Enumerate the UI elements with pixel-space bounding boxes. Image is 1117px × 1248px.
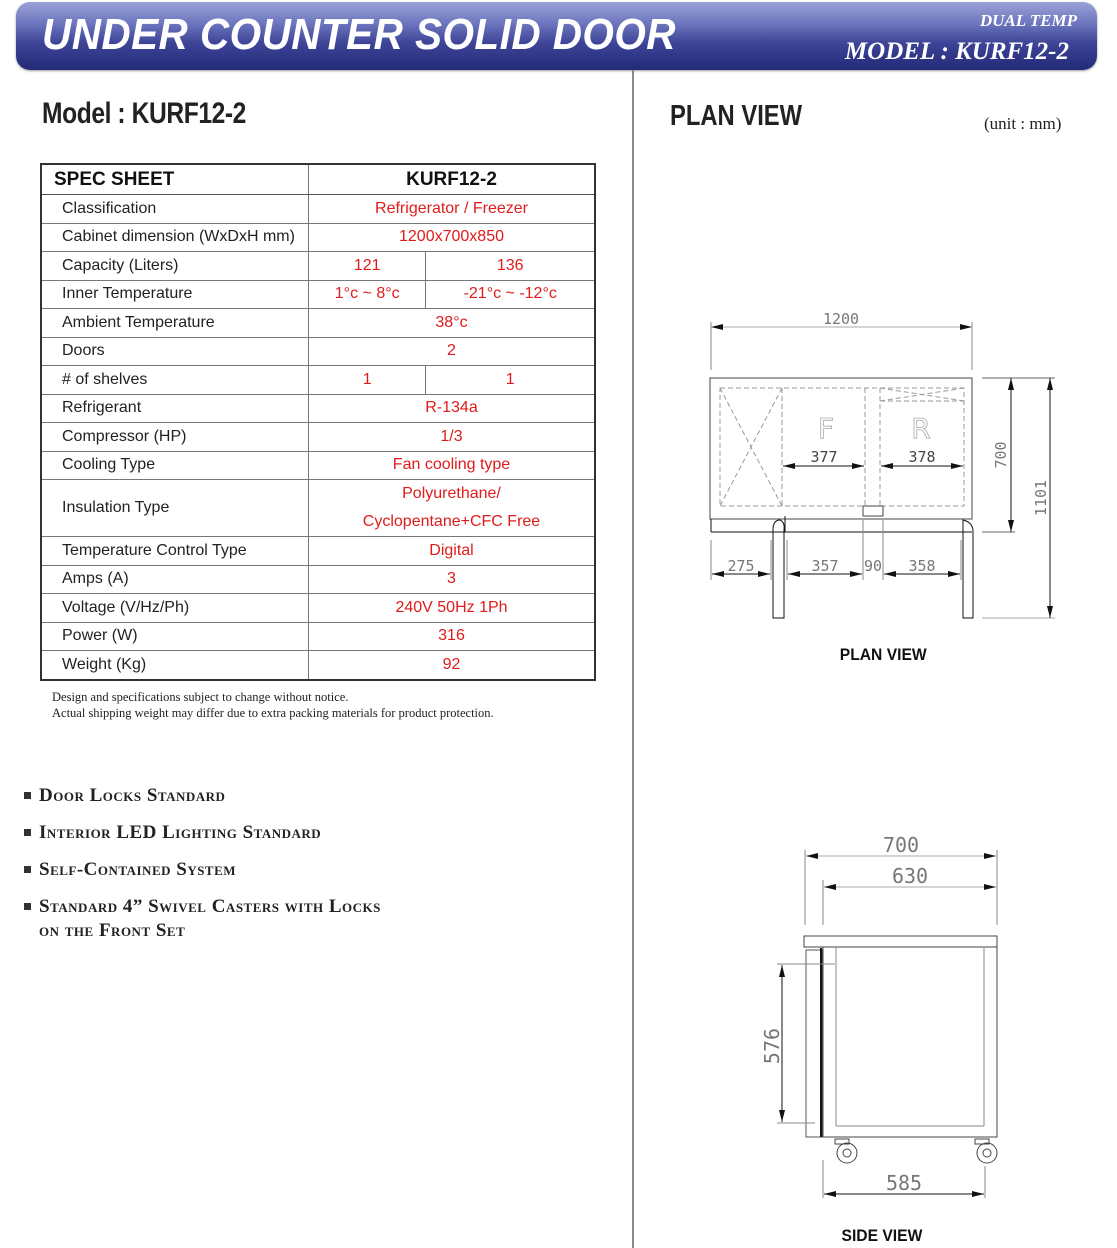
spec-label: Capacity (Liters): [41, 252, 309, 281]
center-block: [863, 506, 883, 516]
banner-title: UNDER COUNTER SOLID DOOR: [42, 10, 676, 59]
banner-subtitle: DUAL TEMP: [979, 11, 1077, 30]
spec-label: # of shelves: [41, 366, 309, 395]
leg-right: [963, 520, 973, 618]
spec-value-line: Cyclopentane+CFC Free: [362, 513, 541, 530]
dim-text-576: 576: [760, 1027, 784, 1065]
spec-value: Fan cooling type: [309, 451, 596, 480]
dim-text-378: 378: [908, 448, 936, 466]
spec-header-model: KURF12-2: [309, 164, 596, 195]
plan-view-drawing: [710, 322, 1055, 618]
dim-text-side-700: 700: [882, 833, 920, 857]
spec-value: 1/3: [309, 423, 596, 452]
spec-label: Cooling Type: [41, 451, 309, 480]
side-view-drawing: [777, 850, 997, 1198]
spec-value: 38°c: [309, 309, 596, 338]
spec-label: Cabinet dimension (WxDxH mm): [41, 223, 309, 252]
banner-model: MODEL : KURF12-2: [844, 38, 1069, 65]
refrigerator-label: R: [911, 412, 931, 445]
spec-value-left: 1: [309, 366, 426, 395]
feature-item: Interior LED Lighting Standard: [24, 821, 381, 845]
spec-value-right: -21°c ~ -12°c: [426, 280, 595, 309]
spec-label: Ambient Temperature: [41, 309, 309, 338]
feature-item: Standard 4” Swivel Casters with Locks: [24, 895, 381, 919]
side-view-caption: SIDE VIEW: [841, 1226, 923, 1245]
spec-value-right: 1: [426, 366, 595, 395]
freezer-label: F: [817, 412, 835, 445]
leg-left: [773, 520, 784, 618]
spec-label: Power (W): [41, 622, 309, 651]
spec-header-label: SPEC SHEET: [41, 164, 309, 195]
spec-value: 240V 50Hz 1Ph: [309, 594, 596, 623]
spec-label: Refrigerant: [41, 394, 309, 423]
spec-label: Compressor (HP): [41, 423, 309, 452]
note-line: Design and specifications subject to change without notice.: [52, 690, 349, 704]
spec-label: Insulation Type: [41, 480, 309, 537]
dim-text-630: 630: [891, 864, 929, 888]
dim-text-700: 700: [992, 441, 1010, 469]
door-handle-side: [806, 950, 822, 1137]
plan-view-caption: PLAN VIEW: [839, 645, 927, 664]
dim-text-357: 357: [811, 557, 839, 575]
feature-item: Door Locks Standard: [24, 784, 381, 808]
spec-label: Classification: [41, 195, 309, 224]
spec-value: R-134a: [309, 394, 596, 423]
spec-value: Refrigerator / Freezer: [309, 195, 596, 224]
caster-rear: [975, 1139, 997, 1163]
spec-value: 2: [309, 337, 596, 366]
plan-view-heading: PLAN VIEW: [670, 100, 803, 132]
spec-label: Weight (Kg): [41, 651, 309, 680]
spec-label: Inner Temperature: [41, 280, 309, 309]
countertop: [804, 936, 997, 947]
spec-value: 92: [309, 651, 596, 680]
dim-text-585: 585: [885, 1171, 923, 1195]
spec-value: 1200x700x850: [309, 223, 596, 252]
spec-value-line: Polyurethane/: [402, 485, 501, 502]
spec-value: 3: [309, 565, 596, 594]
spec-value-left: 121: [309, 252, 426, 281]
dim-text-275: 275: [727, 557, 755, 575]
note-line: Actual shipping weight may differ due to extra packing materials for product protection.: [52, 706, 494, 720]
spec-value-left: 1°c ~ 8°c: [309, 280, 426, 309]
feature-item: Self-Contained System: [24, 858, 381, 882]
model-heading: Model : KURF12-2: [42, 97, 246, 130]
dim-text-1101: 1101: [1032, 479, 1050, 517]
spec-value: 316: [309, 622, 596, 651]
dim-text-90: 90: [863, 557, 883, 575]
spec-value-right: 136: [426, 252, 595, 281]
spec-label: Amps (A): [41, 565, 309, 594]
feature-item-continuation: on the Front Set: [39, 920, 186, 941]
spec-label: Temperature Control Type: [41, 537, 309, 566]
dim-text-377: 377: [810, 448, 838, 466]
spec-label: Doors: [41, 337, 309, 366]
dim-text-358: 358: [908, 557, 936, 575]
unit-label: (unit : mm): [984, 114, 1062, 133]
caster-front: [835, 1139, 857, 1163]
side-cabinet-body: [823, 947, 997, 1137]
spec-value: Digital: [309, 537, 596, 566]
dim-text-1200: 1200: [822, 310, 860, 328]
spec-label: Voltage (V/Hz/Ph): [41, 594, 309, 623]
